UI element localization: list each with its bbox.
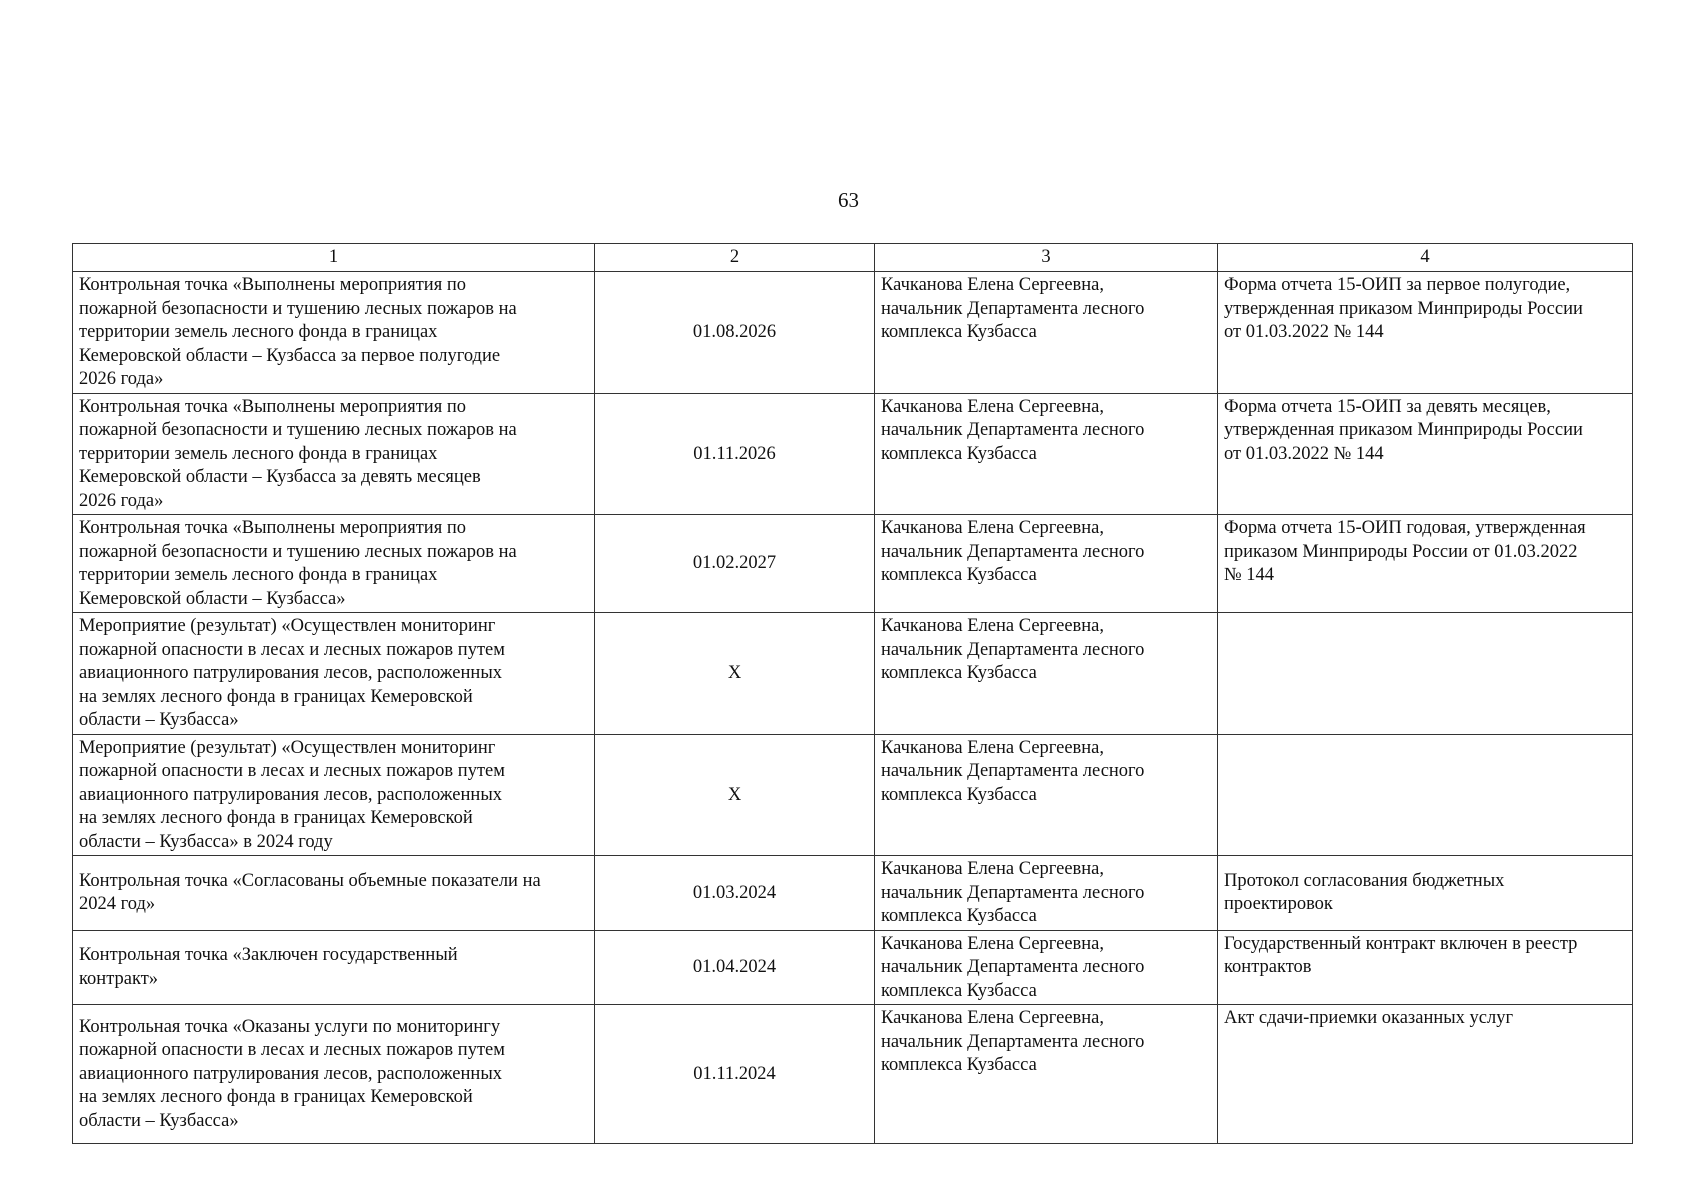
column-header: 1 <box>73 244 595 272</box>
responsible-cell <box>875 515 1218 613</box>
document-type: Форма отчета 15-ОИП за первое полугодие, утвержденная приказом Минприроды России от 01.03.2022 № 144 <box>1224 275 1583 342</box>
responsible-cell <box>875 272 1218 394</box>
event-name: Мероприятие (результат) «Осуществлен мониторинг пожарной опасности в лесах и лесных пожаров путем авиационного патрулирования лесов, расположенных на землях лесного фонда в границах Кемеровской области – Кузбасса» в 2024 году <box>79 737 505 852</box>
event-name: Контрольная точка «Выполнены мероприятия по пожарной безопасности и тушению лесных пожаров на территории земель лесного фонда в границах Кемеровской области – Кузбасса за первое полугодие 2026 года» <box>79 275 517 389</box>
date-cell <box>595 515 875 613</box>
document-cell <box>1218 272 1633 394</box>
table-row <box>73 1005 1633 1144</box>
event-name-cell <box>73 734 595 856</box>
event-name-cell <box>73 930 595 1005</box>
date-value: Х <box>727 663 742 683</box>
event-name-cell <box>73 272 595 394</box>
document-type: Протокол согласования бюджетных проектировок <box>1224 870 1505 915</box>
event-name-cell <box>73 393 595 515</box>
document-cell <box>1218 393 1633 515</box>
responsible-person: Качканова Елена Сергеевна, начальник Департамента лесного комплекса Кузбасса <box>881 616 1145 683</box>
responsible-person: Качканова Елена Сергеевна, начальник Департамента лесного комплекса Кузбасса <box>881 933 1145 1001</box>
date-cell <box>595 856 875 931</box>
date-value: 01.02.2027 <box>692 553 777 574</box>
document-cell <box>1218 613 1633 735</box>
responsible-cell <box>875 393 1218 515</box>
responsible-person: Качканова Елена Сергеевна, начальник Департамента лесного комплекса Кузбасса <box>881 859 1145 926</box>
table-row <box>73 734 1633 856</box>
date-value: 01.03.2024 <box>692 882 777 903</box>
table-row <box>73 515 1633 613</box>
table-row <box>73 613 1633 735</box>
document-table <box>72 243 1633 1144</box>
date-value: 01.11.2026 <box>693 443 776 464</box>
table-row <box>73 930 1633 1005</box>
responsible-person: Качканова Елена Сергеевна, начальник Департамента лесного комплекса Кузбасса <box>881 737 1145 805</box>
date-cell <box>595 930 875 1005</box>
column-header: 4 <box>1218 244 1633 272</box>
date-cell <box>595 393 875 515</box>
table-row <box>73 272 1633 394</box>
event-name: Контрольная точка «Выполнены мероприятия по пожарной безопасности и тушению лесных пожаров на территории земель лесного фонда в границах Кемеровской области – Кузбасса за девять месяцев 2026 года» <box>79 396 517 511</box>
responsible-cell <box>875 1005 1218 1144</box>
document-type: Государственный контракт включен в реестр контрактов <box>1224 933 1578 977</box>
document-type: Форма отчета 15-ОИП годовая, утвержденная приказом Минприроды России от 01.03.2022 № 144 <box>1224 518 1586 585</box>
date-value: 01.11.2024 <box>693 1063 776 1084</box>
document-cell <box>1218 734 1633 856</box>
event-name-cell <box>73 515 595 613</box>
event-name-cell <box>73 856 595 931</box>
date-cell <box>595 613 875 735</box>
date-cell <box>595 272 875 394</box>
date-cell <box>595 734 875 856</box>
date-cell <box>595 1005 875 1144</box>
responsible-cell <box>875 734 1218 856</box>
table-row <box>73 856 1633 931</box>
event-name-cell <box>73 613 595 735</box>
event-name: Контрольная точка «Оказаны услуги по мониторингу пожарной опасности в лесах и лесных пожаров путем авиационного патрулирования лесов, расположенных на землях лесного фонда в границах Кемеровской области – Кузбасса» <box>79 1016 505 1131</box>
document-type: Акт сдачи-приемки оказанных услуг <box>1224 1008 1514 1028</box>
event-name-cell <box>73 1005 595 1144</box>
document-type: Форма отчета 15-ОИП за девять месяцев, утвержденная приказом Минприроды России от 01.03.2022 № 144 <box>1224 396 1583 464</box>
event-name: Мероприятие (результат) «Осуществлен мониторинг пожарной опасности в лесах и лесных пожаров путем авиационного патрулирования лесов, расположенных на землях лесного фонда в границах Кемеровской области – Кузбасса» <box>79 616 505 730</box>
date-value: Х <box>727 784 742 805</box>
table-row <box>73 393 1633 515</box>
responsible-person: Качканова Елена Сергеевна, начальник Департамента лесного комплекса Кузбасса <box>881 1008 1145 1075</box>
document-cell <box>1218 856 1633 931</box>
document-cell <box>1218 930 1633 1005</box>
table-header-row <box>73 244 1633 272</box>
event-name: Контрольная точка «Заключен государственный контракт» <box>79 945 458 989</box>
date-value: 01.08.2026 <box>692 322 777 342</box>
date-value: 01.04.2024 <box>692 957 777 977</box>
page-number: 63 <box>838 188 859 212</box>
event-name: Контрольная точка «Выполнены мероприятия по пожарной безопасности и тушению лесных пожаров на территории земель лесного фонда в границах Кемеровской области – Кузбасса» <box>79 518 517 609</box>
document-cell <box>1218 515 1633 613</box>
responsible-cell <box>875 856 1218 931</box>
column-header: 3 <box>875 244 1218 272</box>
responsible-cell <box>875 930 1218 1005</box>
document-cell <box>1218 1005 1633 1144</box>
responsible-person: Качканова Елена Сергеевна, начальник Департамента лесного комплекса Кузбасса <box>881 518 1145 585</box>
responsible-person: Качканова Елена Сергеевна, начальник Департамента лесного комплекса Кузбасса <box>881 275 1145 342</box>
responsible-person: Качканова Елена Сергеевна, начальник Департамента лесного комплекса Кузбасса <box>881 396 1145 464</box>
column-header: 2 <box>595 244 875 272</box>
event-name: Контрольная точка «Согласованы объемные показатели на 2024 год» <box>79 870 541 915</box>
responsible-cell <box>875 613 1218 735</box>
